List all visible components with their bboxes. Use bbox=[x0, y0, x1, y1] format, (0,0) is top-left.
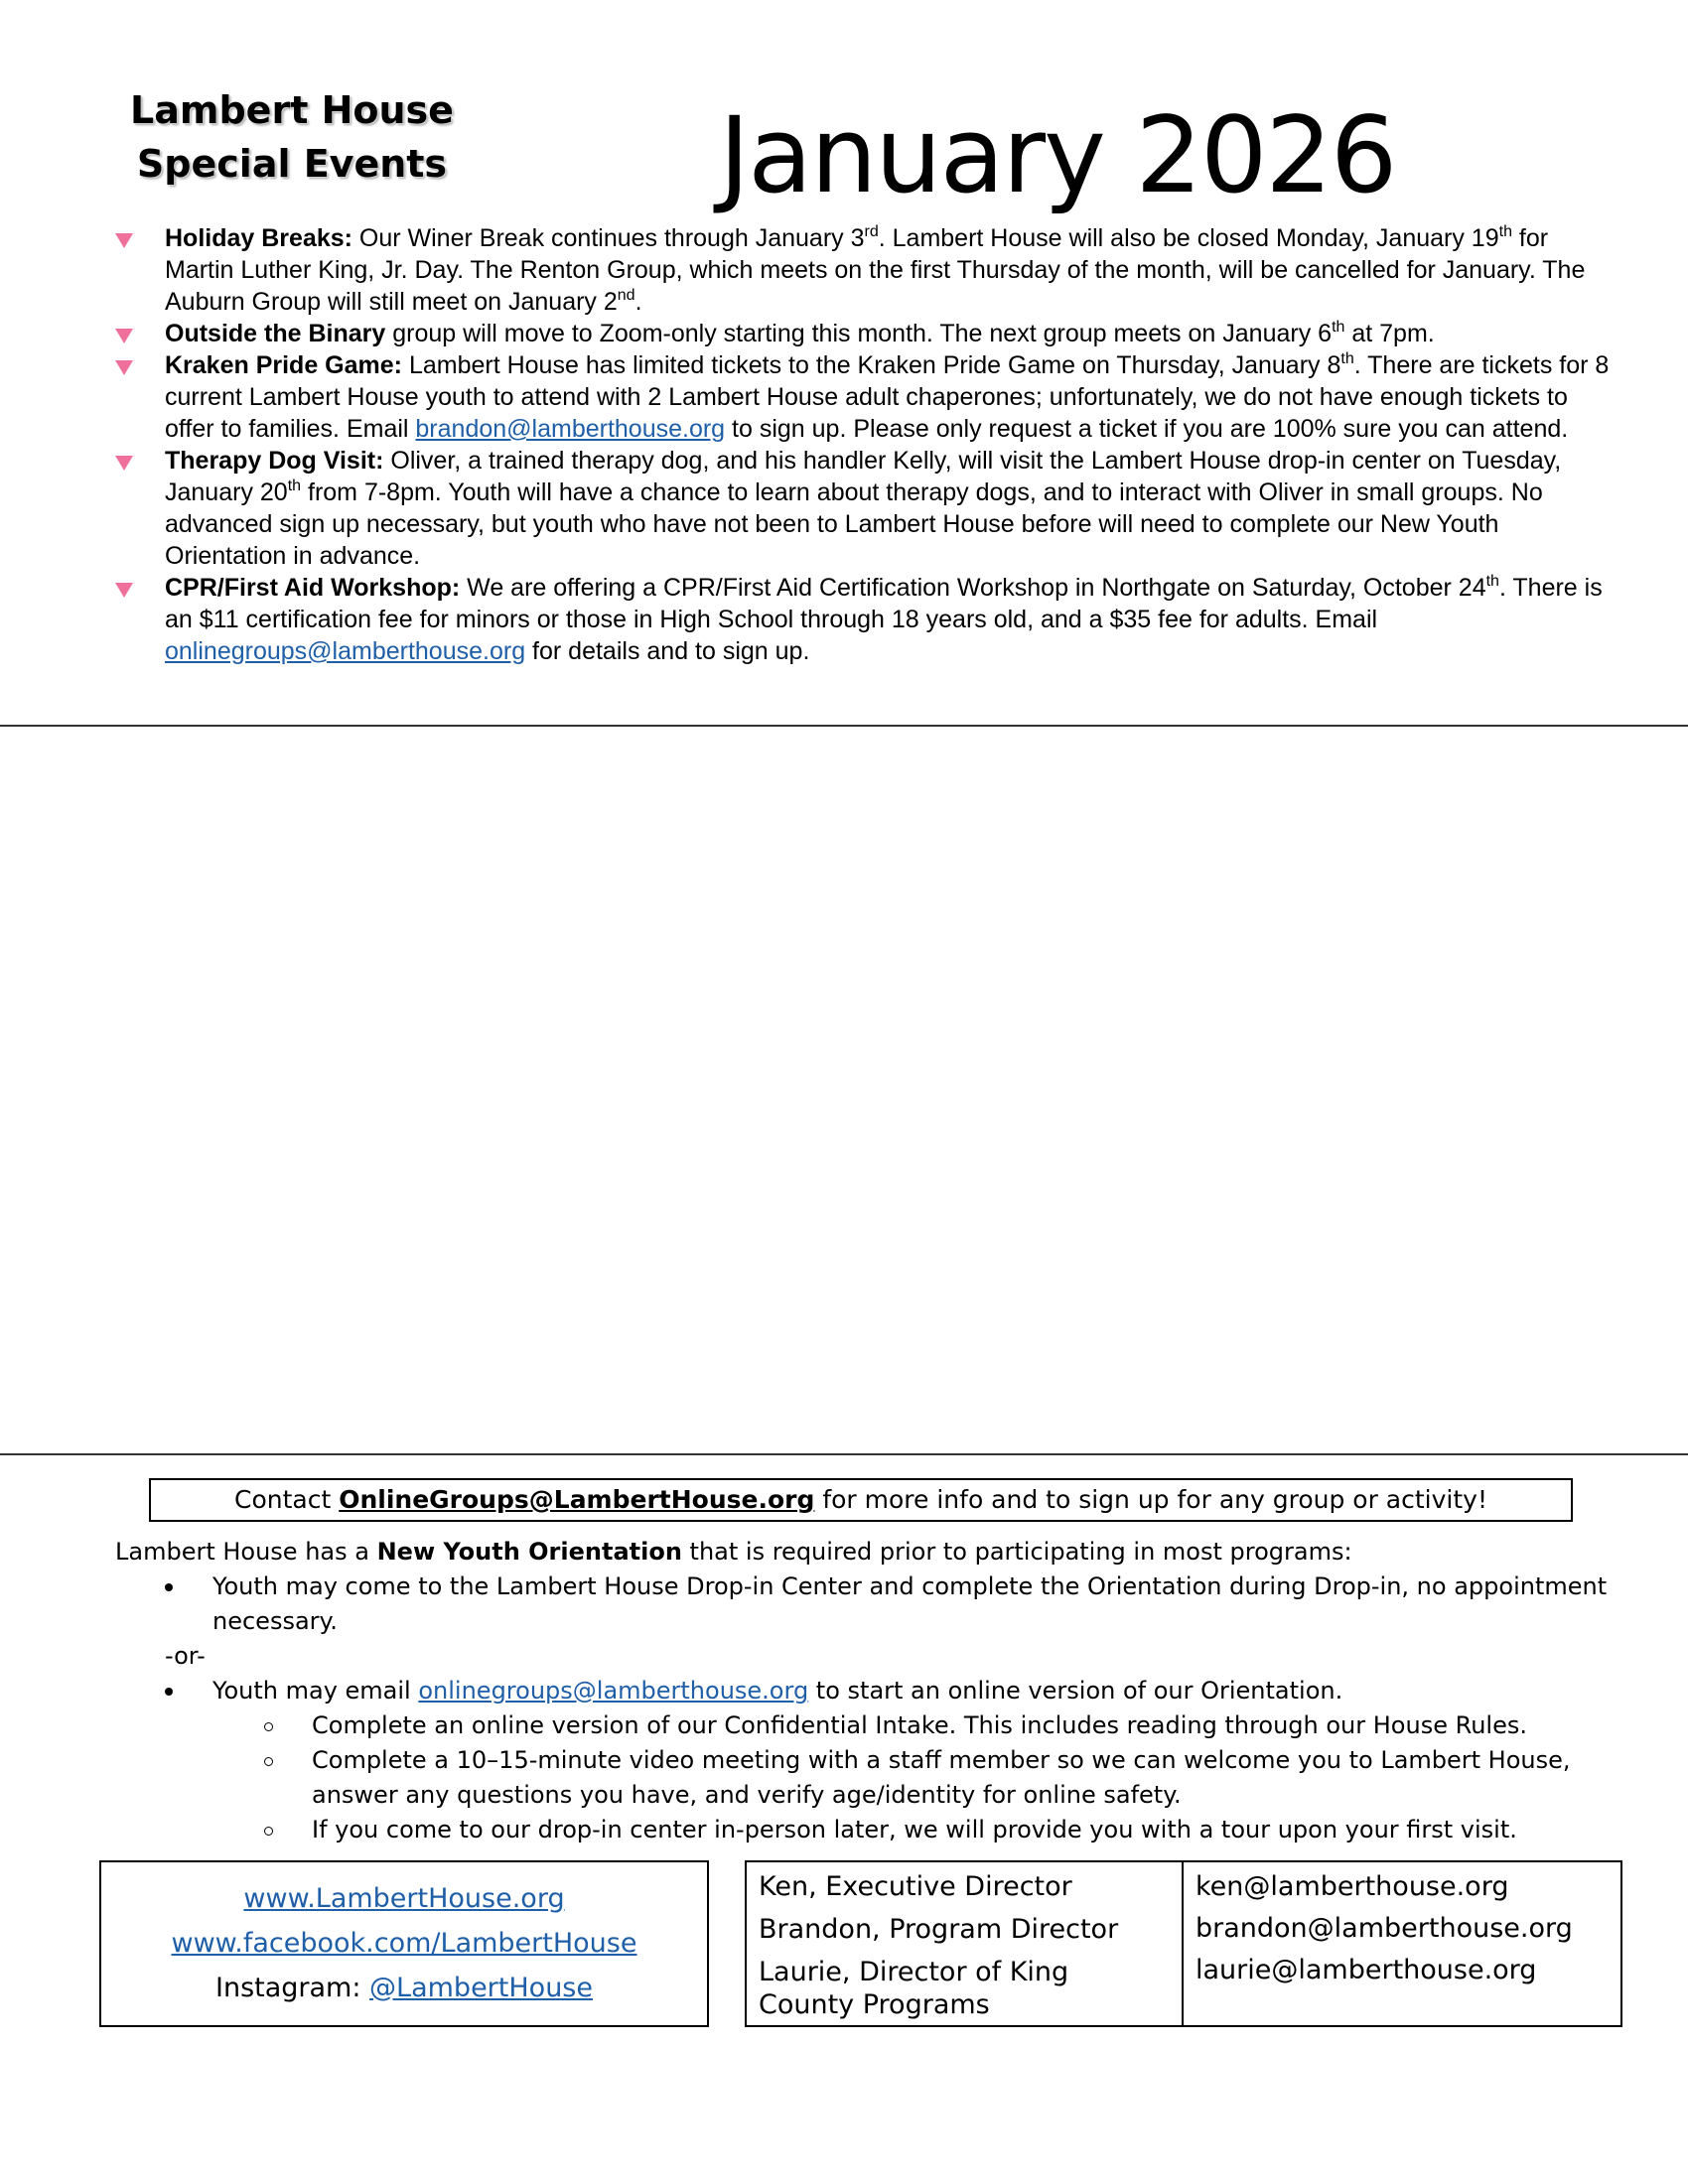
staff-name: Laurie, Director of King County Programs bbox=[759, 1957, 1069, 2020]
staff-email[interactable]: ken@lamberthouse.org bbox=[1196, 1871, 1509, 1902]
triangle-bullet-icon bbox=[115, 360, 133, 375]
sub-list-item bbox=[115, 1743, 1624, 1813]
staff-emails-column bbox=[1183, 1861, 1621, 2026]
brandon-email-link[interactable]: brandon@lamberthouse.org bbox=[415, 415, 726, 443]
triangle-bullet-icon bbox=[115, 329, 133, 343]
triangle-bullet-icon bbox=[115, 583, 133, 598]
staff-email[interactable]: brandon@lamberthouse.org bbox=[1196, 1913, 1573, 1944]
top-divider bbox=[0, 725, 1688, 727]
intro-text: that is required prior to participating in most programs: bbox=[681, 1538, 1352, 1566]
orientation-section bbox=[115, 1535, 1624, 1847]
event-text: at 7pm. bbox=[1344, 320, 1435, 347]
triangle-bullet-icon bbox=[115, 456, 133, 471]
ordinal-suffix: th bbox=[1340, 350, 1354, 367]
links-box bbox=[99, 1860, 709, 2027]
contact-suffix: for more info and to sign up for any group or activity! bbox=[814, 1485, 1487, 1514]
event-text: We are offering a CPR/First Aid Certification Workshop in Northgate on Saturday, October 24 bbox=[460, 574, 1486, 602]
orientation-title: New Youth Orientation bbox=[376, 1538, 682, 1566]
event-holiday-breaks bbox=[111, 222, 1611, 318]
event-text: Lambert House has limited tickets to the Kraken Pride Game on Thursday, January 8 bbox=[402, 351, 1341, 379]
event-title: Holiday Breaks: bbox=[165, 224, 352, 252]
staff-name: Ken, Executive Director bbox=[759, 1871, 1072, 1902]
onlinegroups-email-link[interactable]: onlinegroups@lamberthouse.org bbox=[165, 637, 526, 665]
website-link[interactable]: www.LambertHouse.org bbox=[243, 1883, 565, 1914]
event-title: Therapy Dog Visit: bbox=[165, 447, 384, 475]
bullet-dot-icon bbox=[165, 1688, 173, 1696]
instagram-link[interactable]: @LambertHouse bbox=[369, 1973, 593, 2003]
bottom-divider bbox=[0, 1453, 1688, 1455]
list-item bbox=[115, 1570, 1624, 1639]
sub-list-item bbox=[115, 1813, 1624, 1847]
triangle-bullet-icon bbox=[115, 233, 133, 248]
event-text: Our Winer Break continues through January 3 bbox=[352, 224, 865, 252]
org-title-line1: Lambert House bbox=[130, 88, 454, 132]
ordinal-suffix: th bbox=[287, 478, 302, 494]
sub-list-item bbox=[115, 1708, 1624, 1743]
instagram-label: Instagram: bbox=[215, 1973, 370, 2003]
event-text: Oliver, a trained therapy dog, and his handler Kelly, will visit the Lambert House drop-in center on Tuesday, January 20 bbox=[165, 447, 1562, 506]
event-title: CPR/First Aid Workshop: bbox=[165, 574, 461, 602]
event-title: Kraken Pride Game: bbox=[165, 351, 402, 379]
staff-table bbox=[745, 1860, 1622, 2027]
item-text: to start an online version of our Orientation. bbox=[808, 1677, 1343, 1705]
event-text: to sign up. Please only request a ticket if you are 100% sure you can attend. bbox=[725, 415, 1569, 443]
list-item bbox=[115, 1674, 1624, 1708]
circle-bullet-icon bbox=[264, 1827, 273, 1836]
or-separator: -or- bbox=[165, 1642, 206, 1670]
ordinal-suffix: nd bbox=[617, 287, 635, 304]
sub-item-text: If you come to our drop-in center in-person later, we will provide you with a tour upon your first visit. bbox=[312, 1816, 1517, 1843]
ordinal-suffix: th bbox=[1498, 223, 1512, 240]
contact-box bbox=[149, 1478, 1573, 1522]
event-title: Outside the Binary bbox=[165, 320, 386, 347]
event-kraken-pride-game bbox=[111, 349, 1611, 445]
orientation-list bbox=[115, 1570, 1624, 1847]
event-text: . Lambert House will also be closed Monday, January 19 bbox=[878, 224, 1499, 252]
staff-name: Brandon, Program Director bbox=[759, 1914, 1119, 1945]
ordinal-suffix: th bbox=[1332, 319, 1345, 336]
event-text: . bbox=[634, 288, 642, 316]
event-therapy-dog-visit bbox=[111, 445, 1611, 572]
ordinal-suffix: rd bbox=[864, 223, 879, 240]
month-title: January 2026 bbox=[719, 94, 1396, 216]
event-outside-the-binary bbox=[111, 318, 1611, 349]
staff-email[interactable]: laurie@lamberthouse.org bbox=[1196, 1955, 1537, 1985]
org-title-line2: Special Events bbox=[136, 142, 448, 186]
org-title bbox=[125, 83, 459, 191]
event-text: . There is an $11 certification fee for minors or those in High School through 18 years old, and a $35 fee for adults. Email bbox=[165, 574, 1603, 633]
orientation-intro bbox=[115, 1535, 1624, 1570]
event-text: for Martin Luther King, Jr. Day. The Renton Group, which meets on the first Thursday of the month, will be cancelled for January. The Auburn Group will still meet on January 2 bbox=[165, 224, 1586, 316]
event-text: from 7-8pm. Youth will have a chance to learn about therapy dogs, and to interact with Oliver in small groups. No advanced sign up necessary, but youth who have not been to Lambert House before will need to complete our New Youth Orientation in advance. bbox=[165, 478, 1543, 570]
circle-bullet-icon bbox=[264, 1722, 273, 1731]
circle-bullet-icon bbox=[264, 1757, 273, 1766]
event-text: for details and to sign up. bbox=[525, 637, 810, 665]
staff-names-column bbox=[746, 1861, 1183, 2026]
bullet-dot-icon bbox=[165, 1583, 173, 1591]
sub-item-text: Complete an online version of our Confidential Intake. This includes reading through our House Rules. bbox=[312, 1711, 1527, 1739]
events-list bbox=[111, 222, 1611, 667]
contact-email-link[interactable]: OnlineGroups@LambertHouse.org bbox=[339, 1485, 815, 1514]
event-text: . There are tickets for 8 current Lambert House youth to attend with 2 Lambert House adult chaperones; unfortunately, we do not have enough tickets to offer to families. Email bbox=[165, 351, 1610, 443]
event-text: group will move to Zoom-only starting this month. The next group meets on January 6 bbox=[385, 320, 1333, 347]
intro-text: Lambert House has a bbox=[115, 1538, 377, 1566]
item-text: Youth may come to the Lambert House Drop-in Center and complete the Orientation during Drop-in, no appointment necessary. bbox=[212, 1572, 1608, 1635]
sub-item-text: Complete a 10–15-minute video meeting with a staff member so we can welcome you to Lambert House, answer any questions you have, and verify age/identity for online safety. bbox=[312, 1746, 1571, 1809]
ordinal-suffix: th bbox=[1485, 573, 1499, 590]
facebook-link[interactable]: www.facebook.com/LambertHouse bbox=[171, 1928, 637, 1959]
contact-prefix: Contact bbox=[234, 1485, 340, 1514]
event-cpr-workshop bbox=[111, 572, 1611, 667]
orientation-email-link[interactable]: onlinegroups@lamberthouse.org bbox=[418, 1677, 809, 1705]
item-text: Youth may email bbox=[212, 1677, 419, 1705]
